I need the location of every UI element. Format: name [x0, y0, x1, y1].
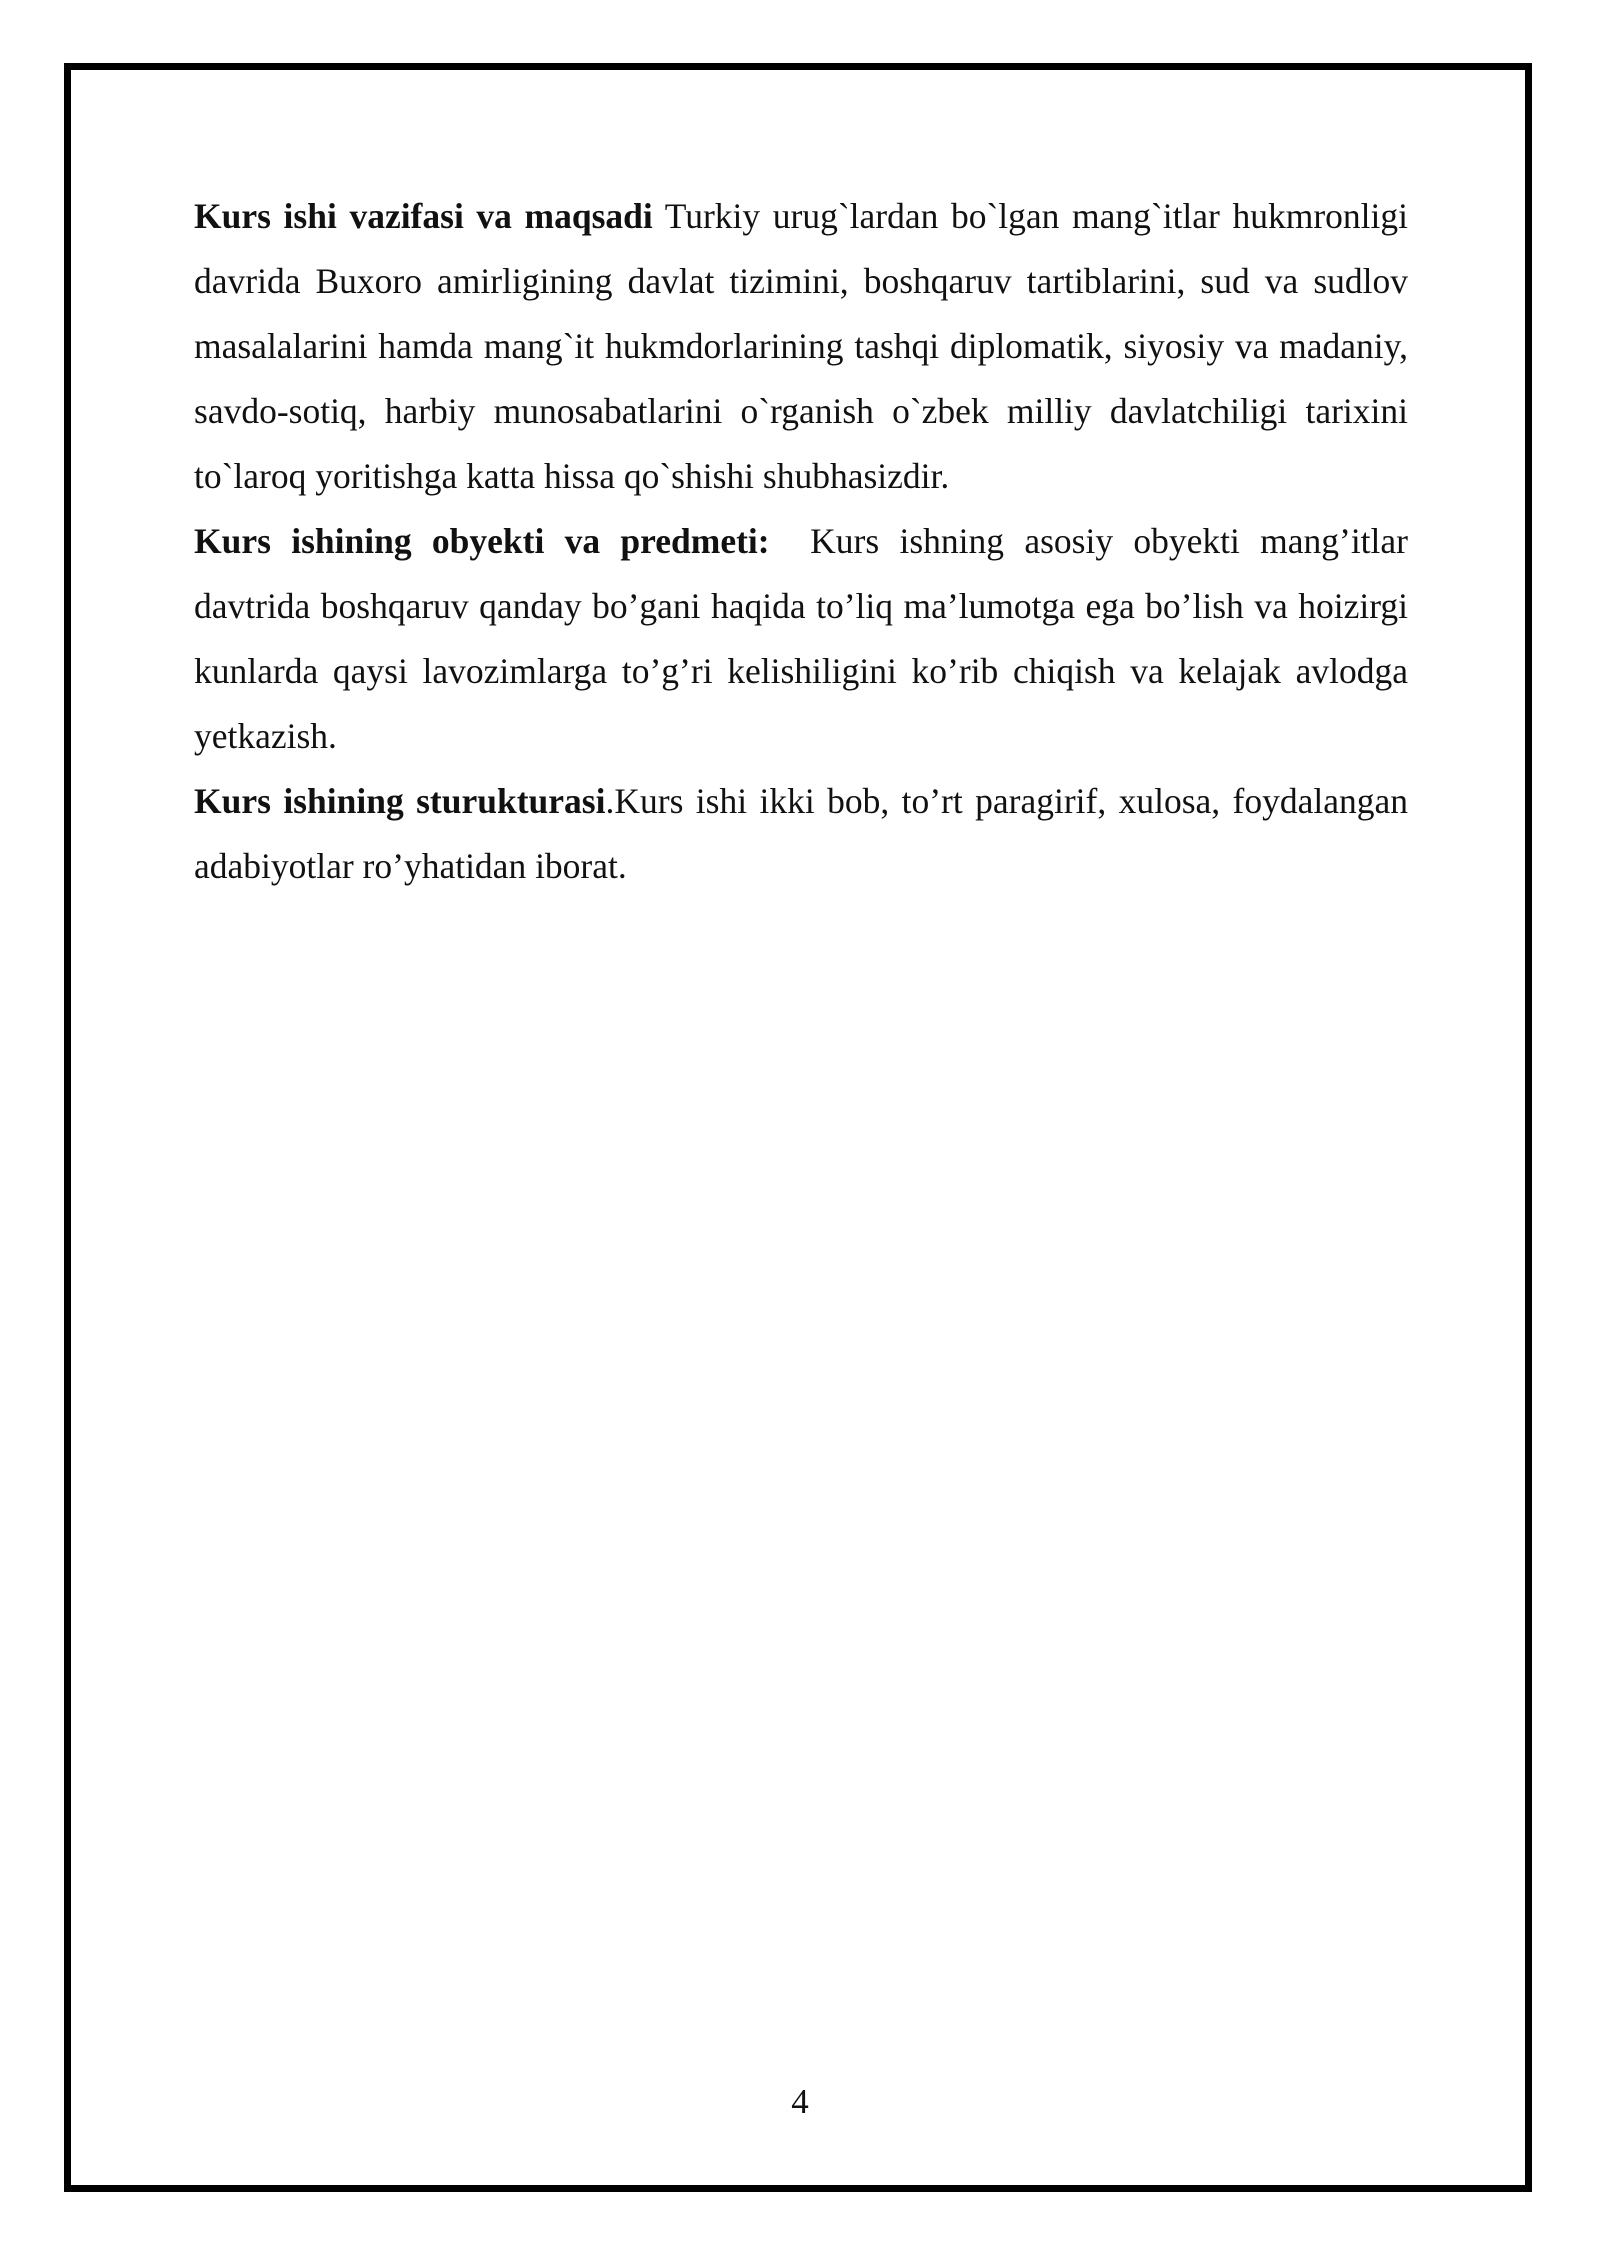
heading-separator [770, 521, 811, 561]
paragraph-text: .Kurs ishi ikki bob, to’rt paragirif, xulosa, foydalangan adabiyotlar ro’yhatidan iborat. [194, 781, 1408, 886]
page-number: 4 [791, 2082, 809, 2121]
paragraph-text: Turkiy urug`lardan bo`lgan mang`itlar hukmronligi davrida Buxoro amirligining davlat tizimini, boshqaruv tartiblarini, sud va sudlov masalalarini hamda mang`it hukmdorlarining tashqi diplomatik, siyosiy va madaniy, savdo-sotiq, harbiy munosabatlarini o`rganish o`zbek milliy davlatchiligi tarixini to`laroq yoritishga katta hissa qo`shishi shubhasizdir. [194, 196, 1409, 496]
paragraph-object-and-subject [194, 509, 1408, 769]
paragraph-text: Kurs ishning asosiy obyekti mang’itlar davtrida boshqaruv qanday bo’gani haqida to’liq ma’lumotga ega bo’lish va hoizirgi kunlarda qaysi lavozimlarga to’g’ri kelishiligini ko’rib chiqish va kelajak avlodga yetkazish. [194, 521, 1408, 756]
paragraph-structure [194, 769, 1408, 899]
document-body [194, 184, 1408, 899]
paragraph-task-and-goal [194, 184, 1408, 509]
paragraph-heading: Kurs ishining obyekti va predmeti: [194, 521, 770, 561]
paragraph-heading: Kurs ishi vazifasi va maqsadi [194, 196, 653, 236]
paragraph-heading: Kurs ishining sturukturasi [194, 781, 606, 821]
heading-separator [653, 196, 665, 236]
